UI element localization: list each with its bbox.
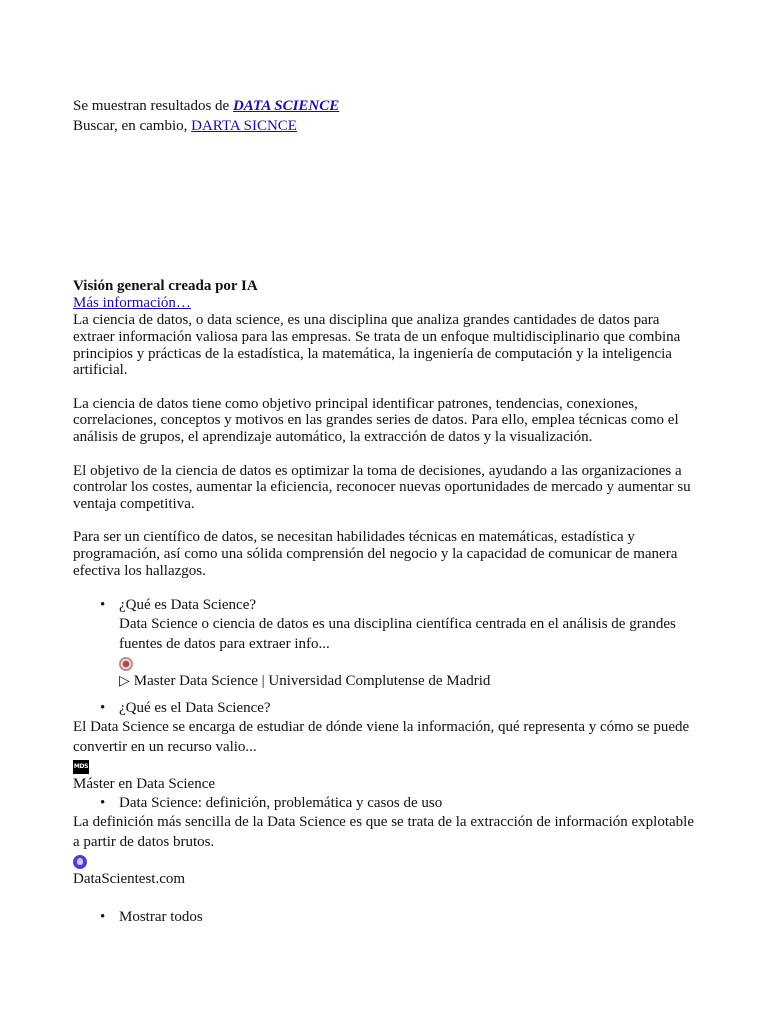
showing-results-line [73,96,339,116]
ai-overview-paragraph: La ciencia de datos tiene como objetivo principal identificar patrones, tendencias, conexiones, correlaciones, conceptos y motivos en las grandes series de datos. Para ello, emplea técnicas como el análisis de grupos, el aprendizaje automático, la extracción de datos y la visualización. [73,395,679,446]
ai-overview-heading: Visión general creada por IA [73,278,258,294]
source-site[interactable]: DataScientest.com [73,871,186,887]
show-all-item[interactable] [73,908,703,927]
play-triangle-icon[interactable]: ▷ [119,673,130,689]
source-site[interactable]: Master Data Science | Universidad Complutense de Madrid [133,673,491,689]
source-snippet: El Data Science se encarga de estudiar de dónde viene la información, qué representa y cómo se puede convertir en un recurso valio... [73,719,690,755]
search-instead-label: Buscar, en cambio, [73,118,192,134]
source-site[interactable]: Máster en Data Science [73,776,216,792]
source-snippet: La definición más sencilla de la Data Science es que se trata de la extracción de información explotable a partir de datos brutos. [73,814,694,850]
datascientest-logo-icon [73,855,87,869]
source-title[interactable]: • ¿Qué es Data Science? [119,597,257,613]
ucm-crest-icon [119,657,133,671]
original-term-link[interactable]: DARTA SICNCE [191,118,297,134]
source-item[interactable] [73,596,703,691]
ai-overview [73,277,703,596]
corrected-term-link[interactable]: DATA SCIENCE [232,98,340,114]
ai-overview-paragraph: La ciencia de datos, o data science, es una disciplina que analiza grandes cantidades de datos para extraer información valiosa para las empresas. Se trata de un enfoque multidisciplinario que combina principios y prácticas de la estadística, la matemática, la ingeniería de computación y la inteligencia artificial. [73,312,681,379]
show-all-link[interactable]: • Mostrar todos [119,909,203,925]
more-info-link[interactable]: Más información… [73,295,191,311]
spelling-correction [73,96,339,136]
showing-results-label: Se muestran resultados de [73,98,233,114]
mds-logo-icon: MDS [73,760,89,774]
source-snippet: Data Science o ciencia de datos es una disciplina científica centrada en el análisis de grandes fuentes de datos para extraer info... [119,616,676,652]
search-instead-line [73,116,339,136]
source-item[interactable] [73,794,703,813]
source-title[interactable]: • Data Science: definición, problemática y casos de uso [119,795,443,811]
ai-overview-paragraph: El objetivo de la ciencia de datos es optimizar la toma de decisiones, ayudando a las organizaciones a controlar los costes, aumentar la eficiencia, reconocer nuevas oportunidades de mercado y aumentar su ventaja competitiva. [73,462,691,513]
source-title[interactable]: • ¿Qué es el Data Science? [119,700,271,716]
ai-overview-paragraph: Para ser un científico de datos, se necesitan habilidades técnicas en matemáticas, estadística y programación, así como una sólida comprensión del negocio y la capacidad de comunicar de manera efectiva los hallazgos. [73,529,678,580]
ai-sources-list [73,596,703,927]
source-item[interactable] [73,699,703,718]
